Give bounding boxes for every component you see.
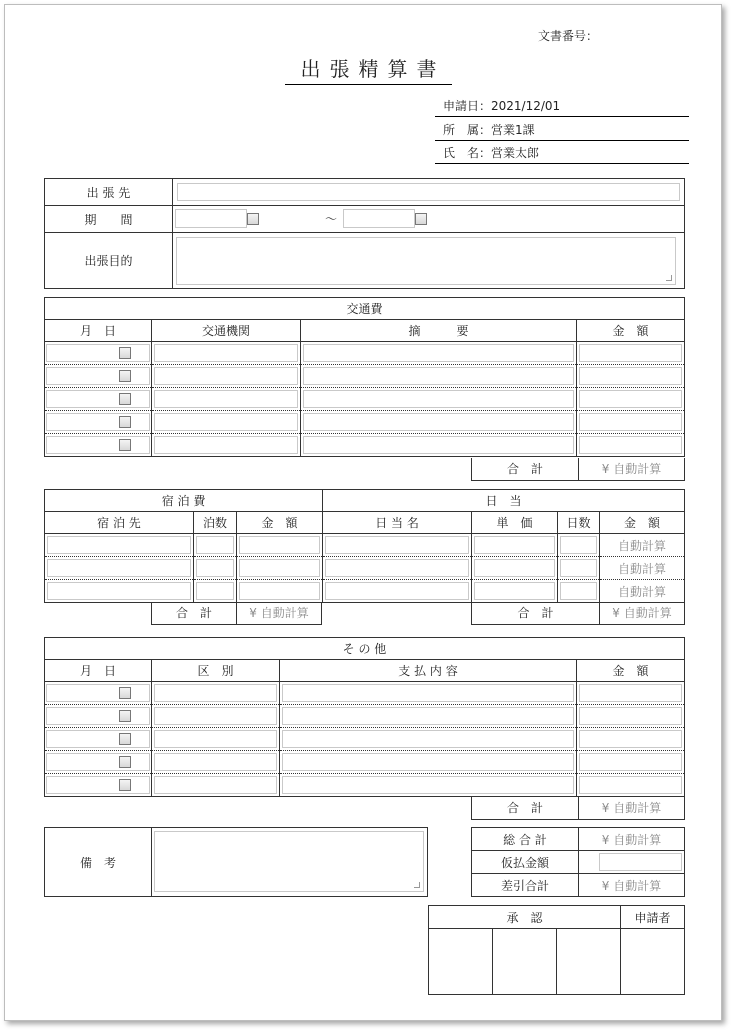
period-end-input[interactable] (343, 209, 415, 228)
lodging-amount-input[interactable] (239, 536, 320, 554)
diff-value: ¥ 自動計算 (579, 874, 685, 897)
lodging-place-input[interactable] (47, 582, 191, 600)
daily-name-input[interactable] (325, 559, 469, 577)
col-amount-header: 金 額 (577, 320, 685, 342)
calendar-icon[interactable] (119, 733, 131, 745)
amount-input[interactable] (579, 367, 682, 385)
col-means-header: 交通機関 (152, 320, 301, 342)
other-total-value: ¥ 自動計算 (579, 797, 685, 819)
means-input[interactable] (154, 413, 298, 431)
col-date-header: 月 日 (45, 320, 152, 342)
lodging-total-label: 合 計 (152, 602, 237, 624)
applicant-label: 申請者 (621, 906, 685, 929)
days-input[interactable] (560, 559, 597, 577)
amount-input[interactable] (579, 776, 682, 794)
other-title: そ の 他 (45, 638, 685, 660)
table-row (45, 728, 685, 751)
amount-input[interactable] (579, 684, 682, 702)
date-input[interactable] (46, 344, 150, 362)
date-input[interactable] (46, 730, 150, 748)
col-nights-header: 泊数 (194, 512, 237, 534)
nights-input[interactable] (196, 536, 234, 554)
summary-input[interactable] (303, 344, 574, 362)
table-row (45, 751, 685, 774)
table-row (45, 580, 685, 603)
means-input[interactable] (154, 390, 298, 408)
date-input[interactable] (46, 776, 150, 794)
calendar-icon[interactable] (119, 710, 131, 722)
apply-date-line (435, 97, 689, 117)
daily-title: 日 当 (323, 490, 685, 512)
days-input[interactable] (560, 582, 597, 600)
resize-grip-icon[interactable] (666, 275, 672, 281)
period-separator: ～ (325, 212, 338, 226)
remarks-textarea[interactable] (154, 831, 424, 892)
approval-stamp-box[interactable] (429, 929, 493, 995)
days-input[interactable] (560, 536, 597, 554)
document-page (4, 4, 722, 1021)
calendar-icon[interactable] (119, 756, 131, 768)
department-value: 営業1課 (491, 123, 535, 137)
department-line (435, 121, 689, 141)
department-label: 所 属： (443, 123, 492, 137)
daily-total (471, 602, 685, 625)
daily-amount-auto: 自動計算 (600, 580, 685, 603)
resize-grip-icon[interactable] (414, 882, 420, 888)
table-row (45, 534, 685, 557)
col-other-amount-header: 金 額 (577, 660, 685, 682)
daily-name-input[interactable] (325, 582, 469, 600)
date-input[interactable] (46, 413, 150, 431)
calendar-icon[interactable] (119, 779, 131, 791)
period-label: 期 間 (45, 206, 173, 233)
summary-input[interactable] (303, 390, 574, 408)
col-unit-header: 単 価 (472, 512, 558, 534)
period-cell (173, 206, 685, 233)
amount-input[interactable] (579, 436, 682, 454)
col-lodging-amount-header: 金 額 (237, 512, 323, 534)
advance-input[interactable] (599, 853, 682, 871)
summary-input[interactable] (303, 367, 574, 385)
calendar-icon[interactable] (415, 213, 427, 225)
approval-stamp-box[interactable] (493, 929, 557, 995)
daily-amount-auto: 自動計算 (600, 557, 685, 580)
destination-input[interactable] (177, 183, 680, 201)
calendar-icon[interactable] (119, 347, 131, 359)
lodging-place-input[interactable] (47, 536, 191, 554)
calendar-icon[interactable] (119, 393, 131, 405)
nights-input[interactable] (196, 559, 234, 577)
means-input[interactable] (154, 367, 298, 385)
table-row (45, 411, 685, 434)
table-row (45, 388, 685, 411)
diff-label: 差引合計 (472, 874, 579, 897)
calendar-icon[interactable] (119, 439, 131, 451)
purpose-label: 出張目的 (45, 233, 173, 289)
summary-input[interactable] (303, 436, 574, 454)
date-input[interactable] (46, 436, 150, 454)
unit-price-input[interactable] (474, 582, 555, 600)
table-row (45, 434, 685, 457)
daily-total-label: 合 計 (472, 602, 600, 624)
category-input[interactable] (154, 707, 277, 725)
transport-total-label: 合 計 (472, 458, 579, 480)
doc-number-label: 文書番号： (538, 29, 599, 43)
col-other-date-header: 月 日 (45, 660, 152, 682)
purpose-textarea[interactable] (176, 237, 676, 285)
amount-input[interactable] (579, 753, 682, 771)
page-title: 出張精算書 (285, 53, 452, 85)
summary-table (471, 827, 685, 897)
transport-total-value: ¥ 自動計算 (579, 458, 685, 480)
lodging-place-input[interactable] (47, 559, 191, 577)
content-input[interactable] (282, 753, 574, 771)
category-input[interactable] (154, 753, 277, 771)
other-table (44, 637, 685, 797)
nights-input[interactable] (196, 582, 234, 600)
table-row (45, 342, 685, 365)
category-input[interactable] (154, 684, 277, 702)
col-content-header: 支 払 内 容 (280, 660, 577, 682)
content-input[interactable] (282, 776, 574, 794)
col-place-header: 宿 泊 先 (45, 512, 194, 534)
approve-label: 承 認 (429, 906, 621, 929)
daily-name-input[interactable] (325, 536, 469, 554)
applicant-stamp-box[interactable] (621, 929, 685, 995)
trip-info-table (44, 178, 685, 289)
date-input[interactable] (46, 367, 150, 385)
summary-input[interactable] (303, 413, 574, 431)
approval-table (428, 905, 685, 995)
lodging-daily-table (44, 489, 685, 603)
lodging-amount-input[interactable] (239, 582, 320, 600)
calendar-icon[interactable] (247, 213, 259, 225)
table-row (45, 557, 685, 580)
col-daily-name-header: 日 当 名 (323, 512, 472, 534)
category-input[interactable] (154, 776, 277, 794)
col-category-header: 区 別 (152, 660, 280, 682)
period-start-input[interactable] (175, 209, 247, 228)
destination-label: 出 張 先 (45, 179, 173, 206)
col-days-header: 日数 (558, 512, 600, 534)
date-input[interactable] (46, 753, 150, 771)
amount-input[interactable] (579, 413, 682, 431)
calendar-icon[interactable] (119, 416, 131, 428)
remarks-table (44, 827, 428, 897)
other-total-label: 合 計 (472, 797, 579, 819)
advance-label: 仮払金額 (472, 851, 579, 874)
category-input[interactable] (154, 730, 277, 748)
date-input[interactable] (46, 684, 150, 702)
apply-date-label: 申請日： (443, 99, 492, 113)
lodging-total (151, 602, 322, 625)
daily-amount-auto: 自動計算 (600, 534, 685, 557)
content-input[interactable] (282, 707, 574, 725)
amount-input[interactable] (579, 390, 682, 408)
apply-date-value: 2021/12/01 (491, 99, 561, 113)
transport-table (44, 297, 685, 457)
col-daily-amount-header: 金 額 (600, 512, 685, 534)
grand-total-label: 総 合 計 (472, 828, 579, 851)
name-value: 営業太郎 (491, 146, 540, 160)
calendar-icon[interactable] (119, 370, 131, 382)
table-row (45, 682, 685, 705)
table-row (45, 365, 685, 388)
means-input[interactable] (154, 436, 298, 454)
daily-total-value: ¥ 自動計算 (600, 602, 685, 624)
remarks-label: 備 考 (45, 828, 152, 897)
approval-stamp-box[interactable] (557, 929, 621, 995)
content-input[interactable] (282, 684, 574, 702)
unit-price-input[interactable] (474, 536, 555, 554)
col-summary-header: 摘 要 (301, 320, 577, 342)
table-row (45, 705, 685, 728)
amount-input[interactable] (579, 344, 682, 362)
unit-price-input[interactable] (474, 559, 555, 577)
table-row (45, 774, 685, 797)
date-input[interactable] (46, 390, 150, 408)
amount-input[interactable] (579, 730, 682, 748)
lodging-total-value: ¥ 自動計算 (237, 602, 322, 624)
date-input[interactable] (46, 707, 150, 725)
content-input[interactable] (282, 730, 574, 748)
grand-total-value: ¥ 自動計算 (579, 828, 685, 851)
means-input[interactable] (154, 344, 298, 362)
transport-title: 交通費 (45, 298, 685, 320)
transport-total (471, 458, 685, 481)
lodging-title: 宿 泊 費 (45, 490, 323, 512)
other-total (471, 797, 685, 820)
calendar-icon[interactable] (119, 687, 131, 699)
name-line (435, 144, 689, 164)
lodging-amount-input[interactable] (239, 559, 320, 577)
name-label: 氏 名： (443, 146, 492, 160)
amount-input[interactable] (579, 707, 682, 725)
